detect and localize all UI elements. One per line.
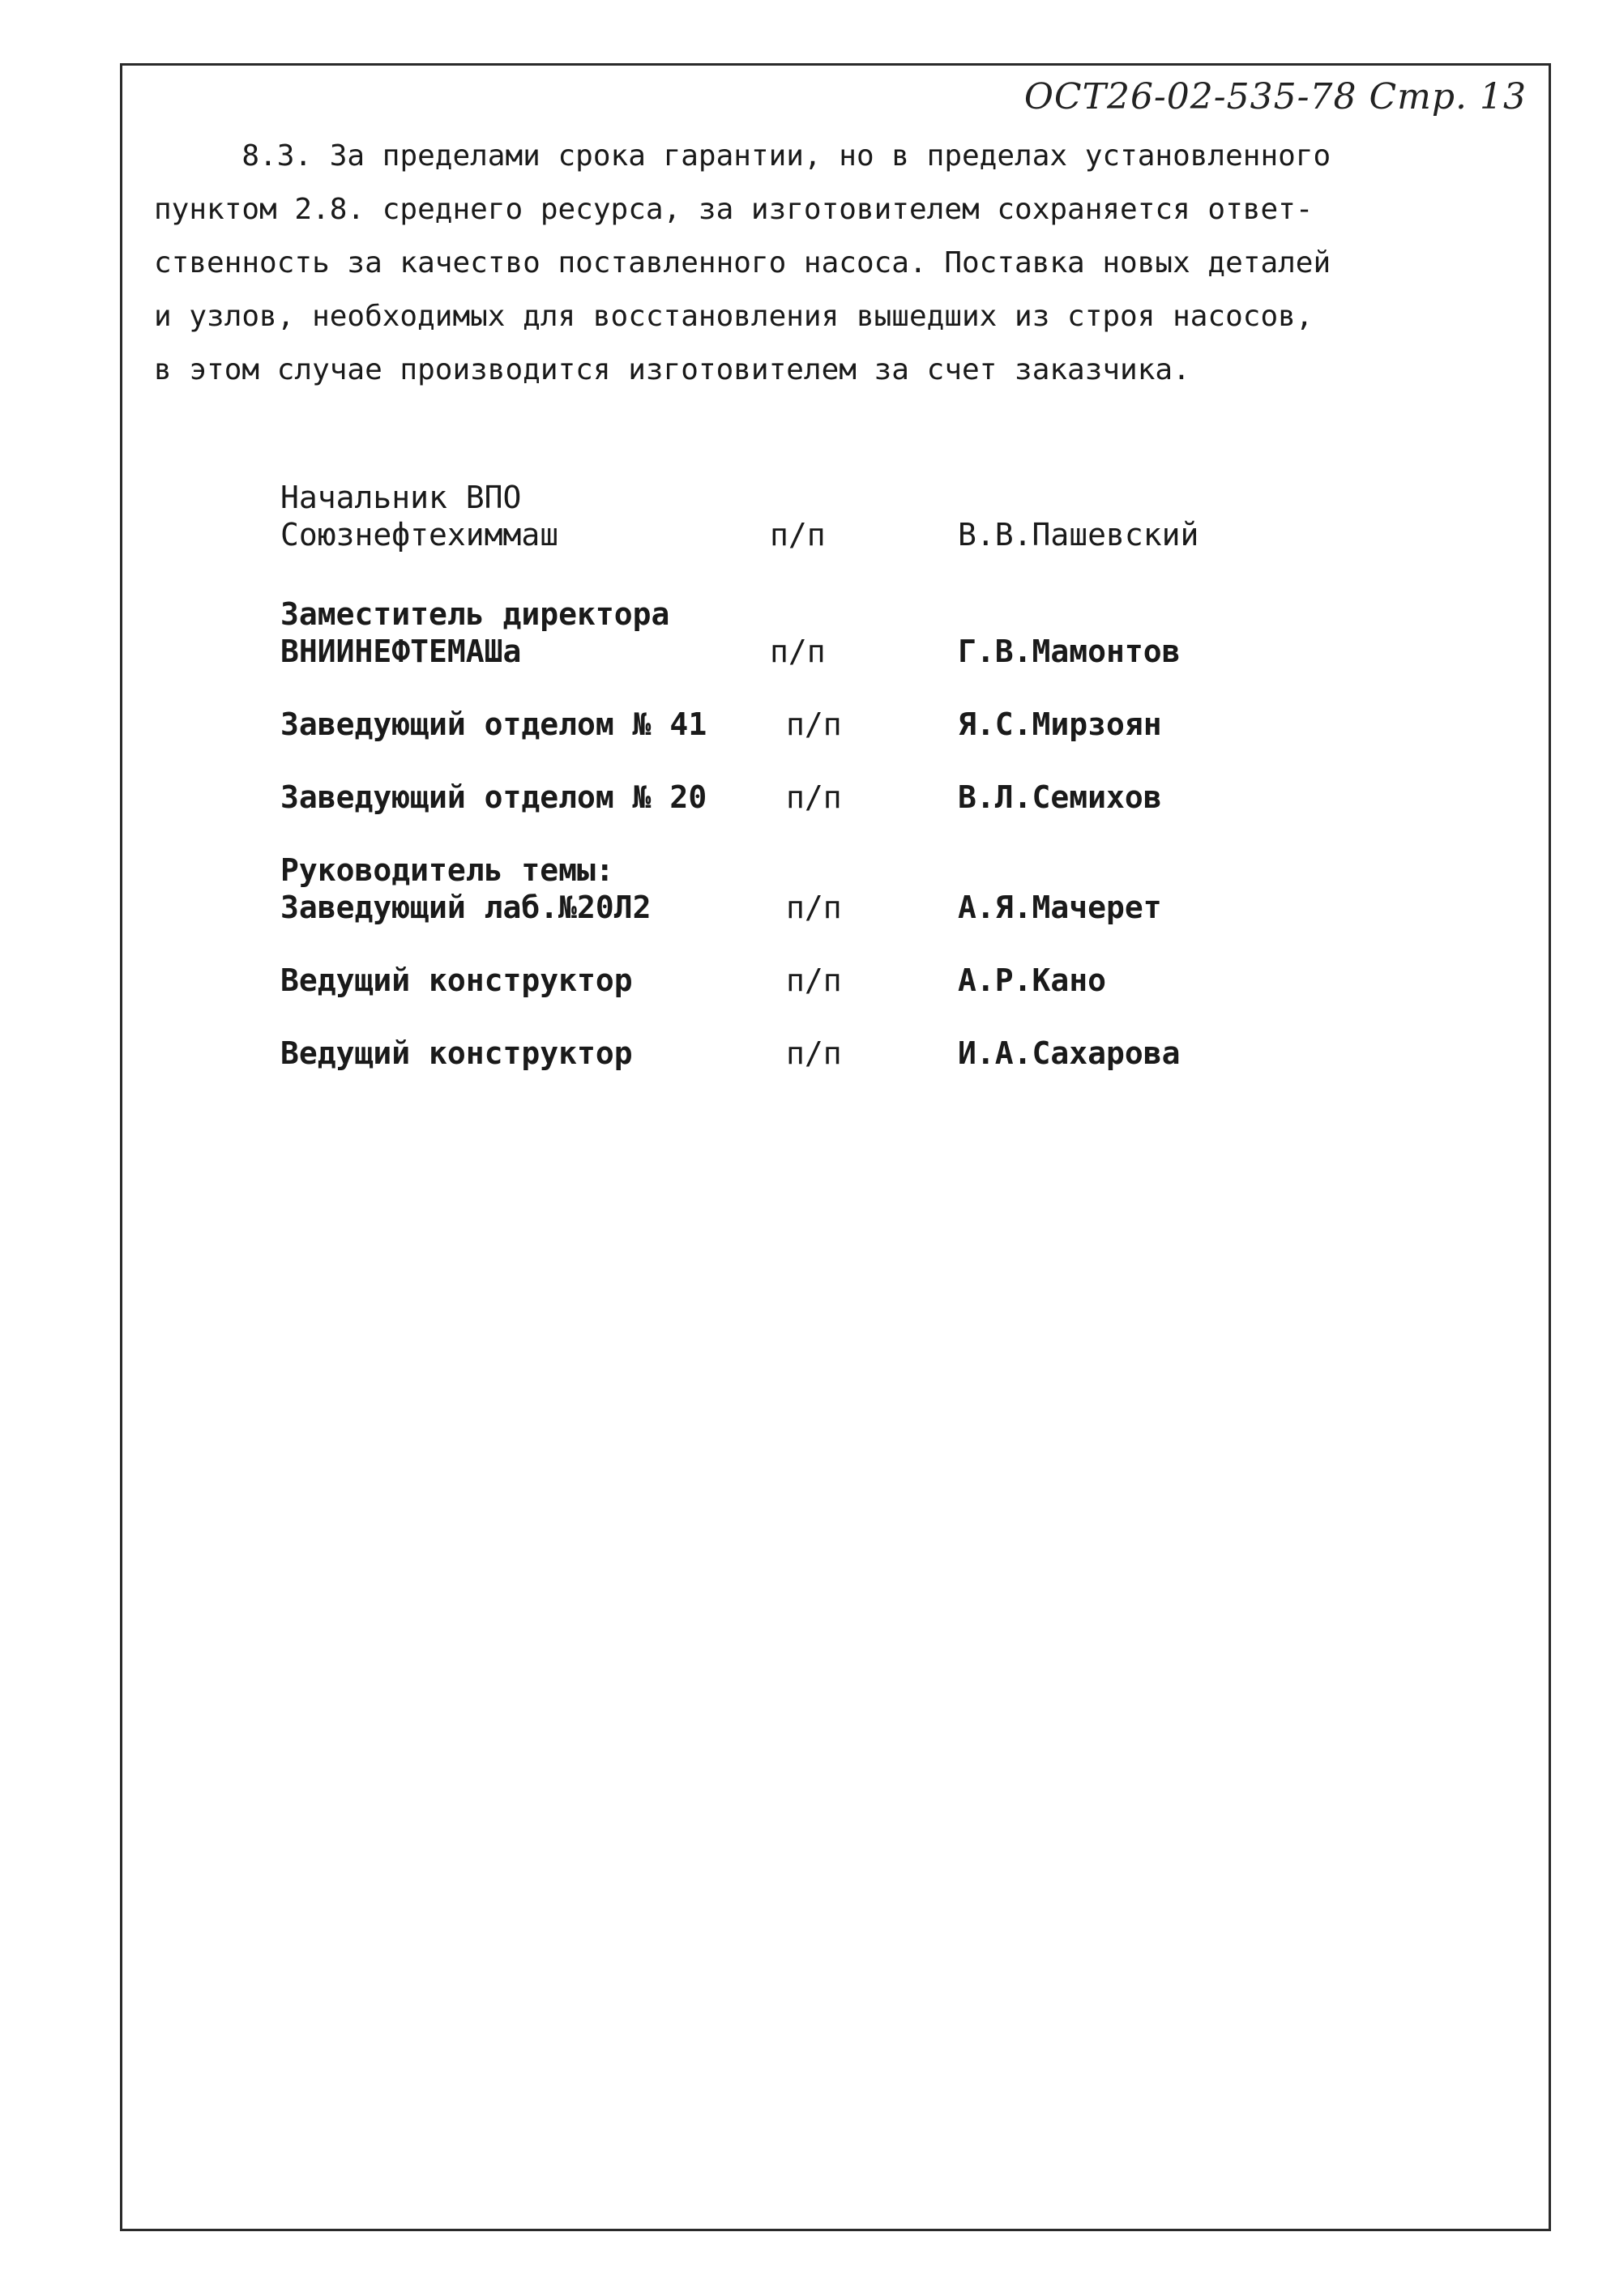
- signature-block: [280, 480, 1415, 1084]
- signatory-name: В.Л.Семихов: [958, 779, 1162, 815]
- signature-mark: п/п: [770, 517, 826, 553]
- paragraph-line: пунктом 2.8. среднего ресурса, за изготовителем сохраняется ответ-: [154, 193, 1314, 226]
- signatory-name: А.Я.Мачерет: [958, 890, 1162, 925]
- signature-title: Заведующий отделом № 20: [280, 779, 707, 815]
- signature-title: ВНИИНЕФТЕМАШа: [280, 634, 522, 669]
- signature-title-row: [280, 596, 1415, 634]
- paragraph-line: в этом случае производится изготовителем за счет заказчика.: [154, 353, 1190, 386]
- signature-title: Начальник ВПО: [280, 480, 522, 515]
- signature-title: Руководитель темы:: [280, 852, 614, 888]
- signatory-name: Г.В.Мамонтов: [958, 634, 1181, 669]
- signature-title: Ведущий конструктор: [280, 1035, 633, 1071]
- signature-title: Заместитель директора: [280, 596, 670, 632]
- signatory-name: В.В.Пашевский: [958, 517, 1199, 553]
- signature-row: [280, 779, 1415, 828]
- signature-mark: п/п: [786, 962, 842, 998]
- signature-title: Союзнефтехиммаш: [280, 517, 559, 553]
- signature-row: [280, 1035, 1415, 1084]
- signature-mark: п/п: [786, 1035, 842, 1071]
- signature-mark: п/п: [786, 890, 842, 925]
- warranty-paragraph: [154, 130, 1532, 397]
- signature-row: [280, 517, 1415, 565]
- signature-title-row: [280, 480, 1415, 517]
- signature-mark: п/п: [786, 779, 842, 815]
- signature-row: [280, 706, 1415, 755]
- signature-title: Заведующий отделом № 41: [280, 706, 707, 742]
- paragraph-line: 8.3. За пределами срока гарантии, но в пределах установленного: [154, 139, 1331, 173]
- signatory-name: Я.С.Мирзоян: [958, 706, 1162, 742]
- signature-mark: п/п: [770, 634, 826, 669]
- signature-title: Заведующий лаб.№20Л2: [280, 890, 652, 925]
- signature-row: [280, 634, 1415, 682]
- signature-title-row: [280, 852, 1415, 890]
- signatory-name: А.Р.Кано: [958, 962, 1107, 998]
- document-code: ОСТ26-02-535-78 Стр. 13: [1023, 76, 1527, 117]
- signature-mark: п/п: [786, 706, 842, 742]
- signature-row: [280, 962, 1415, 1011]
- paragraph-line: и узлов, необходимых для восстановления вышедших из строя насосов,: [154, 300, 1314, 333]
- paragraph-line: ственность за качество поставленного насоса. Поставка новых деталей: [154, 246, 1331, 280]
- signature-title: Ведущий конструктор: [280, 962, 633, 998]
- signature-row: [280, 890, 1415, 938]
- signatory-name: И.А.Сахарова: [958, 1035, 1181, 1071]
